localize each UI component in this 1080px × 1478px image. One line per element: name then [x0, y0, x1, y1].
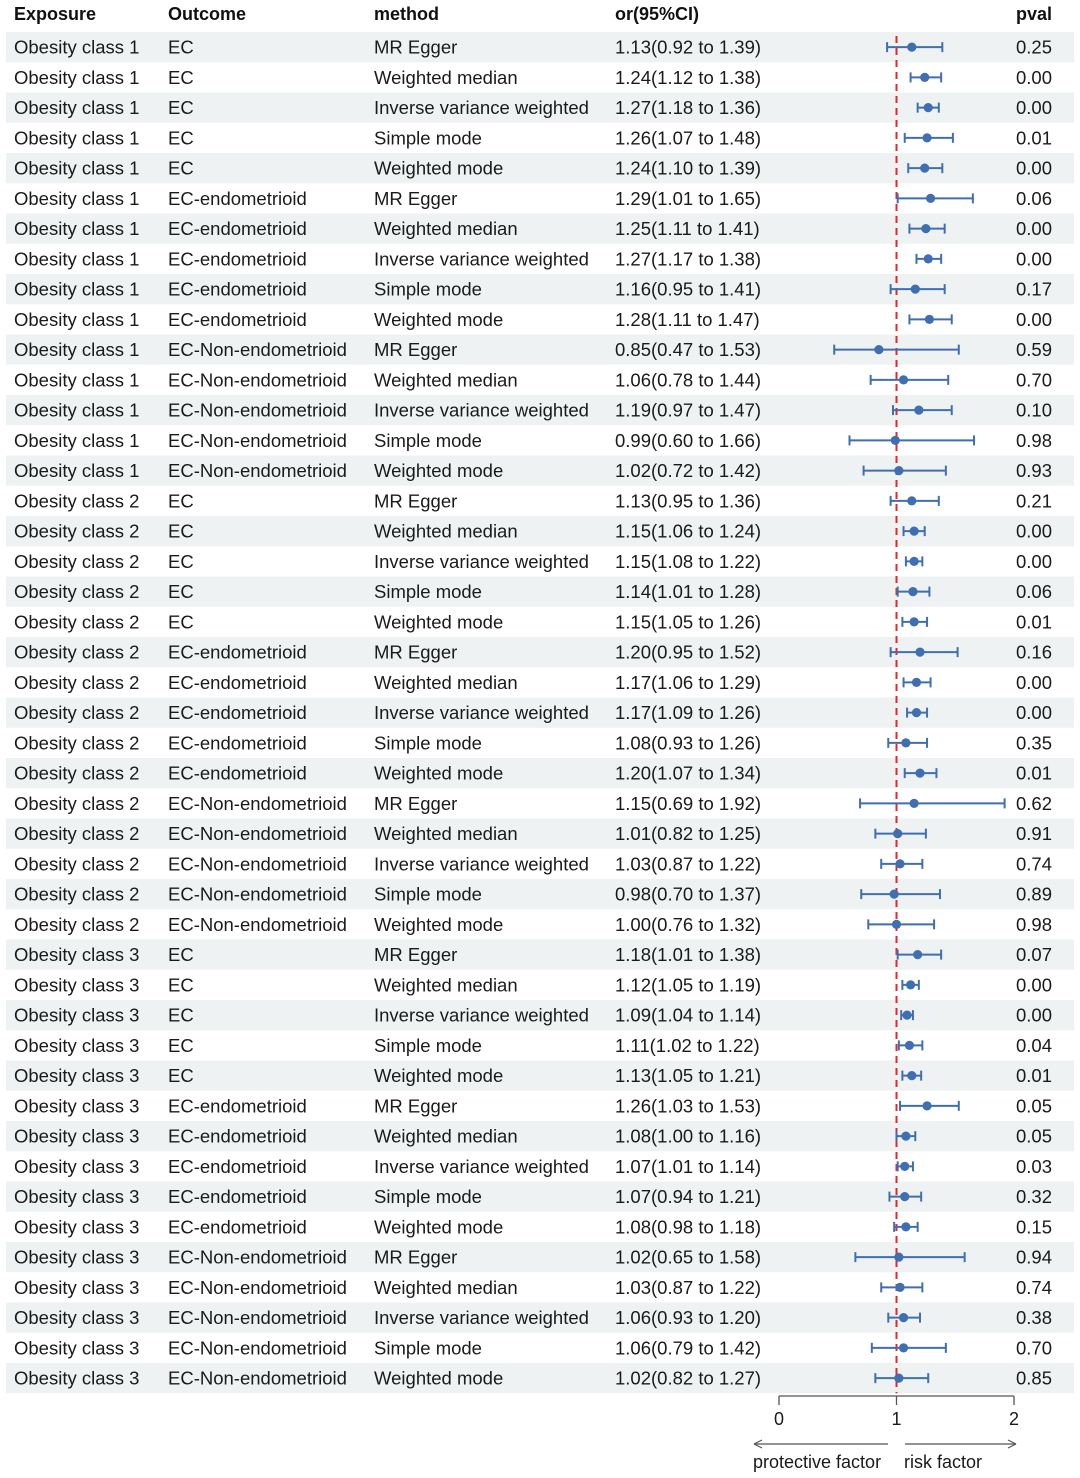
cell-exposure: Obesity class 3: [14, 974, 140, 996]
or-point: [901, 738, 910, 747]
cell-or-ci: 1.15(1.08 to 1.22): [615, 550, 762, 572]
cell-pval: 0.00: [1016, 1004, 1053, 1026]
or-point: [911, 285, 920, 294]
cell-pval: 0.01: [1016, 611, 1053, 633]
or-point: [914, 406, 923, 415]
or-point: [915, 648, 924, 657]
cell-or-ci: 1.06(0.93 to 1.20): [615, 1307, 762, 1329]
cell-pval: 0.00: [1016, 308, 1053, 330]
cell-outcome: EC-endometrioid: [168, 1155, 307, 1177]
header-or-ci: or(95%CI): [615, 4, 700, 24]
cell-exposure: Obesity class 1: [14, 248, 140, 270]
cell-method: Weighted median: [374, 520, 518, 542]
cell-pval: 0.04: [1016, 1034, 1053, 1056]
cell-outcome: EC-endometrioid: [168, 1186, 307, 1208]
cell-outcome: EC-Non-endometrioid: [168, 913, 347, 935]
cell-method: MR Egger: [374, 36, 458, 58]
cell-method: MR Egger: [374, 1246, 458, 1268]
cell-outcome: EC-Non-endometrioid: [168, 339, 347, 361]
cell-pval: 0.15: [1016, 1216, 1053, 1238]
cell-outcome: EC-endometrioid: [168, 308, 307, 330]
column-headers: [14, 4, 1052, 24]
or-point: [895, 1283, 904, 1292]
cell-exposure: Obesity class 1: [14, 66, 140, 88]
or-point: [894, 1374, 903, 1383]
cell-exposure: Obesity class 1: [14, 460, 140, 482]
cell-pval: 0.98: [1016, 429, 1053, 451]
cell-or-ci: 1.25(1.11 to 1.41): [615, 218, 760, 240]
cell-exposure: Obesity class 1: [14, 308, 140, 330]
cell-or-ci: 0.98(0.70 to 1.37): [615, 883, 762, 905]
cell-or-ci: 1.02(0.72 to 1.42): [615, 460, 762, 482]
or-point: [922, 133, 931, 142]
cell-outcome: EC-Non-endometrioid: [168, 1276, 347, 1298]
cell-pval: 0.06: [1016, 187, 1053, 209]
header-exposure: Exposure: [14, 4, 97, 24]
cell-outcome: EC-Non-endometrioid: [168, 1246, 347, 1268]
cell-or-ci: 1.29(1.01 to 1.65): [615, 187, 762, 209]
cell-or-ci: 1.06(0.79 to 1.42): [615, 1337, 762, 1359]
cell-pval: 0.98: [1016, 913, 1053, 935]
cell-or-ci: 1.13(0.92 to 1.39): [615, 36, 762, 58]
cell-method: Weighted mode: [374, 611, 504, 633]
cell-pval: 0.01: [1016, 762, 1053, 784]
cell-pval: 0.16: [1016, 641, 1053, 663]
cell-method: Inverse variance weighted: [374, 97, 589, 119]
cell-exposure: Obesity class 1: [14, 187, 140, 209]
cell-pval: 0.00: [1016, 702, 1053, 724]
cell-or-ci: 1.19(0.97 to 1.47): [615, 399, 762, 421]
cell-outcome: EC: [168, 974, 194, 996]
cell-outcome: EC: [168, 944, 194, 966]
cell-method: Weighted median: [374, 974, 518, 996]
cell-method: MR Egger: [374, 187, 458, 209]
cell-method: Inverse variance weighted: [374, 702, 589, 724]
cell-exposure: Obesity class 3: [14, 1337, 140, 1359]
or-point: [907, 43, 916, 52]
or-point: [895, 859, 904, 868]
or-point: [920, 73, 929, 82]
cell-exposure: Obesity class 3: [14, 1065, 140, 1087]
cell-outcome: EC-Non-endometrioid: [168, 1367, 347, 1389]
cell-pval: 0.74: [1016, 1276, 1053, 1298]
cell-method: Weighted median: [374, 369, 518, 391]
or-point: [924, 103, 933, 112]
cell-outcome: EC-endometrioid: [168, 641, 307, 663]
cell-method: Weighted mode: [374, 1367, 504, 1389]
cell-pval: 0.91: [1016, 823, 1053, 845]
cell-or-ci: 1.27(1.18 to 1.36): [615, 97, 762, 119]
cell-method: Weighted mode: [374, 157, 504, 179]
cell-or-ci: 1.08(0.98 to 1.18): [615, 1216, 762, 1238]
cell-method: Weighted mode: [374, 1065, 504, 1087]
cell-exposure: Obesity class 2: [14, 611, 140, 633]
cell-exposure: Obesity class 3: [14, 1307, 140, 1329]
cell-exposure: Obesity class 1: [14, 218, 140, 240]
cell-method: Simple mode: [374, 278, 482, 300]
or-point: [910, 527, 919, 536]
cell-exposure: Obesity class 3: [14, 1276, 140, 1298]
cell-exposure: Obesity class 2: [14, 883, 140, 905]
cell-exposure: Obesity class 2: [14, 732, 140, 754]
cell-or-ci: 1.28(1.11 to 1.47): [615, 308, 760, 330]
cell-pval: 0.21: [1016, 490, 1053, 512]
cell-or-ci: 1.02(0.65 to 1.58): [615, 1246, 762, 1268]
cell-or-ci: 1.06(0.78 to 1.44): [615, 369, 762, 391]
cell-outcome: EC: [168, 1065, 194, 1087]
cell-pval: 0.00: [1016, 974, 1053, 996]
cell-or-ci: 1.24(1.12 to 1.38): [615, 66, 762, 88]
header-outcome: Outcome: [168, 4, 247, 24]
cell-outcome: EC-endometrioid: [168, 187, 307, 209]
cell-method: Weighted mode: [374, 1216, 504, 1238]
cell-pval: 0.32: [1016, 1186, 1053, 1208]
cell-exposure: Obesity class 3: [14, 1186, 140, 1208]
cell-outcome: EC-endometrioid: [168, 218, 307, 240]
cell-method: Inverse variance weighted: [374, 1307, 589, 1329]
cell-exposure: Obesity class 2: [14, 581, 140, 603]
cell-method: Weighted median: [374, 823, 518, 845]
cell-outcome: EC-Non-endometrioid: [168, 399, 347, 421]
cell-method: Weighted median: [374, 1276, 518, 1298]
cell-pval: 0.06: [1016, 581, 1053, 603]
cell-outcome: EC: [168, 1034, 194, 1056]
cell-or-ci: 1.20(1.07 to 1.34): [615, 762, 762, 784]
cell-exposure: Obesity class 2: [14, 762, 140, 784]
cell-exposure: Obesity class 1: [14, 36, 140, 58]
cell-exposure: Obesity class 3: [14, 1095, 140, 1117]
cell-outcome: EC: [168, 97, 194, 119]
cell-method: Inverse variance weighted: [374, 550, 589, 572]
cell-pval: 0.17: [1016, 278, 1053, 300]
cell-outcome: EC-Non-endometrioid: [168, 460, 347, 482]
cell-exposure: Obesity class 2: [14, 490, 140, 512]
cell-outcome: EC-endometrioid: [168, 278, 307, 300]
cell-exposure: Obesity class 2: [14, 702, 140, 724]
cell-method: Simple mode: [374, 1186, 482, 1208]
or-point: [926, 194, 935, 203]
cell-outcome: EC-endometrioid: [168, 671, 307, 693]
cell-method: Inverse variance weighted: [374, 853, 589, 875]
cell-or-ci: 0.99(0.60 to 1.66): [615, 429, 762, 451]
cell-outcome: EC-endometrioid: [168, 762, 307, 784]
cell-or-ci: 1.26(1.07 to 1.48): [615, 127, 762, 149]
cell-outcome: EC: [168, 581, 194, 603]
or-point: [910, 557, 919, 566]
cell-pval: 0.00: [1016, 97, 1053, 119]
cell-or-ci: 1.13(0.95 to 1.36): [615, 490, 762, 512]
cell-outcome: EC-endometrioid: [168, 248, 307, 270]
cell-pval: 0.00: [1016, 157, 1053, 179]
cell-pval: 0.85: [1016, 1367, 1053, 1389]
header-pval: pval: [1016, 4, 1053, 24]
cell-outcome: EC-endometrioid: [168, 702, 307, 724]
or-point: [920, 164, 929, 173]
cell-or-ci: 1.15(1.05 to 1.26): [615, 611, 762, 633]
cell-or-ci: 1.17(1.06 to 1.29): [615, 671, 762, 693]
or-point: [892, 920, 901, 929]
cell-exposure: Obesity class 3: [14, 1246, 140, 1268]
cell-or-ci: 1.15(0.69 to 1.92): [615, 792, 762, 814]
cell-method: Weighted median: [374, 66, 518, 88]
cell-exposure: Obesity class 2: [14, 641, 140, 663]
cell-exposure: Obesity class 2: [14, 671, 140, 693]
x-tick-label: 0: [773, 1409, 785, 1429]
or-point: [907, 496, 916, 505]
cell-pval: 0.00: [1016, 218, 1053, 240]
cell-method: Inverse variance weighted: [374, 399, 589, 421]
or-point: [900, 1162, 909, 1171]
cell-pval: 0.10: [1016, 399, 1053, 421]
or-point: [910, 617, 919, 626]
cell-or-ci: 1.07(1.01 to 1.14): [615, 1155, 762, 1177]
cell-pval: 0.70: [1016, 369, 1053, 391]
cell-outcome: EC-Non-endometrioid: [168, 792, 347, 814]
cell-or-ci: 1.14(1.01 to 1.28): [615, 581, 762, 603]
cell-pval: 0.70: [1016, 1337, 1053, 1359]
cell-method: Simple mode: [374, 581, 482, 603]
cell-method: MR Egger: [374, 339, 458, 361]
cell-exposure: Obesity class 2: [14, 853, 140, 875]
cell-method: Simple mode: [374, 883, 482, 905]
or-point: [921, 224, 930, 233]
cell-exposure: Obesity class 3: [14, 944, 140, 966]
or-point: [900, 1192, 909, 1201]
cell-or-ci: 1.18(1.01 to 1.38): [615, 944, 762, 966]
cell-outcome: EC: [168, 550, 194, 572]
cell-exposure: Obesity class 3: [14, 1004, 140, 1026]
risk-factor-label: risk factor: [904, 1452, 983, 1472]
cell-or-ci: 1.09(1.04 to 1.14): [615, 1004, 762, 1026]
or-point: [906, 980, 915, 989]
cell-or-ci: 0.85(0.47 to 1.53): [615, 339, 762, 361]
cell-method: Weighted mode: [374, 460, 504, 482]
cell-outcome: EC-endometrioid: [168, 1216, 307, 1238]
cell-outcome: EC-Non-endometrioid: [168, 823, 347, 845]
cell-or-ci: 1.03(0.87 to 1.22): [615, 853, 762, 875]
or-point: [894, 466, 903, 475]
or-point: [905, 1041, 914, 1050]
cell-exposure: Obesity class 1: [14, 127, 140, 149]
cell-outcome: EC-Non-endometrioid: [168, 883, 347, 905]
cell-method: Weighted mode: [374, 913, 504, 935]
cell-outcome: EC-Non-endometrioid: [168, 429, 347, 451]
cell-or-ci: 1.26(1.03 to 1.53): [615, 1095, 762, 1117]
protective-factor-label: protective factor: [753, 1452, 882, 1472]
cell-method: MR Egger: [374, 792, 458, 814]
or-point: [894, 1253, 903, 1262]
cell-outcome: EC-endometrioid: [168, 1125, 307, 1147]
cell-exposure: Obesity class 3: [14, 1367, 140, 1389]
cell-outcome: EC-Non-endometrioid: [168, 369, 347, 391]
or-point: [924, 254, 933, 263]
cell-exposure: Obesity class 1: [14, 97, 140, 119]
cell-or-ci: 1.17(1.09 to 1.26): [615, 702, 762, 724]
cell-pval: 0.74: [1016, 853, 1053, 875]
cell-pval: 0.38: [1016, 1307, 1053, 1329]
cell-pval: 0.00: [1016, 66, 1053, 88]
cell-outcome: EC: [168, 1004, 194, 1026]
cell-exposure: Obesity class 2: [14, 792, 140, 814]
or-point: [912, 678, 921, 687]
or-point: [891, 436, 900, 445]
cell-outcome: EC: [168, 127, 194, 149]
cell-exposure: Obesity class 1: [14, 429, 140, 451]
cell-pval: 0.94: [1016, 1246, 1053, 1268]
cell-exposure: Obesity class 1: [14, 369, 140, 391]
cell-method: Inverse variance weighted: [374, 1155, 589, 1177]
cell-exposure: Obesity class 2: [14, 913, 140, 935]
cell-exposure: Obesity class 2: [14, 550, 140, 572]
cell-method: MR Egger: [374, 944, 458, 966]
or-point: [922, 1101, 931, 1110]
cell-method: Weighted mode: [374, 762, 504, 784]
cell-outcome: EC: [168, 520, 194, 542]
or-point: [901, 1222, 910, 1231]
cell-method: MR Egger: [374, 490, 458, 512]
cell-pval: 0.03: [1016, 1155, 1053, 1177]
cell-method: Inverse variance weighted: [374, 248, 589, 270]
or-point: [902, 1011, 911, 1020]
or-point: [899, 375, 908, 384]
or-point: [890, 890, 899, 899]
or-point: [912, 708, 921, 717]
cell-outcome: EC-Non-endometrioid: [168, 853, 347, 875]
cell-exposure: Obesity class 1: [14, 157, 140, 179]
cell-exposure: Obesity class 1: [14, 278, 140, 300]
cell-or-ci: 1.08(0.93 to 1.26): [615, 732, 762, 754]
or-point: [908, 587, 917, 596]
cell-method: MR Egger: [374, 641, 458, 663]
cell-outcome: EC: [168, 490, 194, 512]
cell-pval: 0.89: [1016, 883, 1053, 905]
x-axis: [753, 1396, 1019, 1472]
or-point: [907, 1071, 916, 1080]
cell-method: Simple mode: [374, 1034, 482, 1056]
cell-exposure: Obesity class 2: [14, 520, 140, 542]
cell-pval: 0.05: [1016, 1095, 1053, 1117]
cell-method: Simple mode: [374, 127, 482, 149]
cell-pval: 0.07: [1016, 944, 1053, 966]
cell-method: Simple mode: [374, 1337, 482, 1359]
cell-outcome: EC: [168, 66, 194, 88]
cell-method: Simple mode: [374, 732, 482, 754]
or-point: [899, 1343, 908, 1352]
cell-or-ci: 1.07(0.94 to 1.21): [615, 1186, 762, 1208]
cell-method: Weighted median: [374, 671, 518, 693]
cell-or-ci: 1.15(1.06 to 1.24): [615, 520, 762, 542]
or-point: [925, 315, 934, 324]
cell-outcome: EC-endometrioid: [168, 732, 307, 754]
cell-or-ci: 1.00(0.76 to 1.32): [615, 913, 762, 935]
cell-exposure: Obesity class 3: [14, 1216, 140, 1238]
cell-outcome: EC: [168, 157, 194, 179]
cell-exposure: Obesity class 1: [14, 399, 140, 421]
or-point: [899, 1313, 908, 1322]
cell-outcome: EC-Non-endometrioid: [168, 1337, 347, 1359]
cell-method: Inverse variance weighted: [374, 1004, 589, 1026]
cell-outcome: EC-endometrioid: [168, 1095, 307, 1117]
cell-pval: 0.93: [1016, 460, 1053, 482]
cell-pval: 0.01: [1016, 1065, 1053, 1087]
cell-or-ci: 1.01(0.82 to 1.25): [615, 823, 762, 845]
cell-outcome: EC: [168, 36, 194, 58]
cell-method: Simple mode: [374, 429, 482, 451]
cell-exposure: Obesity class 3: [14, 1125, 140, 1147]
cell-pval: 0.59: [1016, 339, 1053, 361]
or-point: [910, 799, 919, 808]
cell-pval: 0.25: [1016, 36, 1053, 58]
or-point: [913, 950, 922, 959]
cell-or-ci: 1.11(1.02 to 1.22): [615, 1034, 760, 1056]
cell-exposure: Obesity class 2: [14, 823, 140, 845]
x-tick-label: 2: [1008, 1409, 1020, 1429]
x-tick-label: 1: [891, 1409, 902, 1429]
cell-or-ci: 1.02(0.82 to 1.27): [615, 1367, 762, 1389]
cell-or-ci: 1.16(0.95 to 1.41): [615, 278, 762, 300]
cell-exposure: Obesity class 3: [14, 1034, 140, 1056]
or-point: [915, 769, 924, 778]
cell-or-ci: 1.27(1.17 to 1.38): [615, 248, 762, 270]
cell-exposure: Obesity class 3: [14, 1155, 140, 1177]
cell-pval: 0.00: [1016, 671, 1053, 693]
cell-pval: 0.05: [1016, 1125, 1053, 1147]
cell-outcome: EC-Non-endometrioid: [168, 1307, 347, 1329]
cell-or-ci: 1.03(0.87 to 1.22): [615, 1276, 762, 1298]
cell-pval: 0.00: [1016, 550, 1053, 572]
cell-method: Weighted median: [374, 218, 518, 240]
cell-or-ci: 1.24(1.10 to 1.39): [615, 157, 762, 179]
cell-or-ci: 1.08(1.00 to 1.16): [615, 1125, 762, 1147]
cell-exposure: Obesity class 1: [14, 339, 140, 361]
cell-pval: 0.00: [1016, 248, 1053, 270]
cell-or-ci: 1.13(1.05 to 1.21): [615, 1065, 762, 1087]
cell-method: MR Egger: [374, 1095, 458, 1117]
cell-method: Weighted mode: [374, 308, 504, 330]
or-point: [901, 1132, 910, 1141]
cell-outcome: EC: [168, 611, 194, 633]
header-method: method: [374, 4, 439, 24]
cell-or-ci: 1.20(0.95 to 1.52): [615, 641, 762, 663]
cell-pval: 0.01: [1016, 127, 1053, 149]
cell-pval: 0.62: [1016, 792, 1053, 814]
cell-pval: 0.35: [1016, 732, 1053, 754]
or-point: [874, 345, 883, 354]
cell-method: Weighted median: [374, 1125, 518, 1147]
cell-pval: 0.00: [1016, 520, 1053, 542]
or-point: [893, 829, 902, 838]
cell-or-ci: 1.12(1.05 to 1.19): [615, 974, 762, 996]
